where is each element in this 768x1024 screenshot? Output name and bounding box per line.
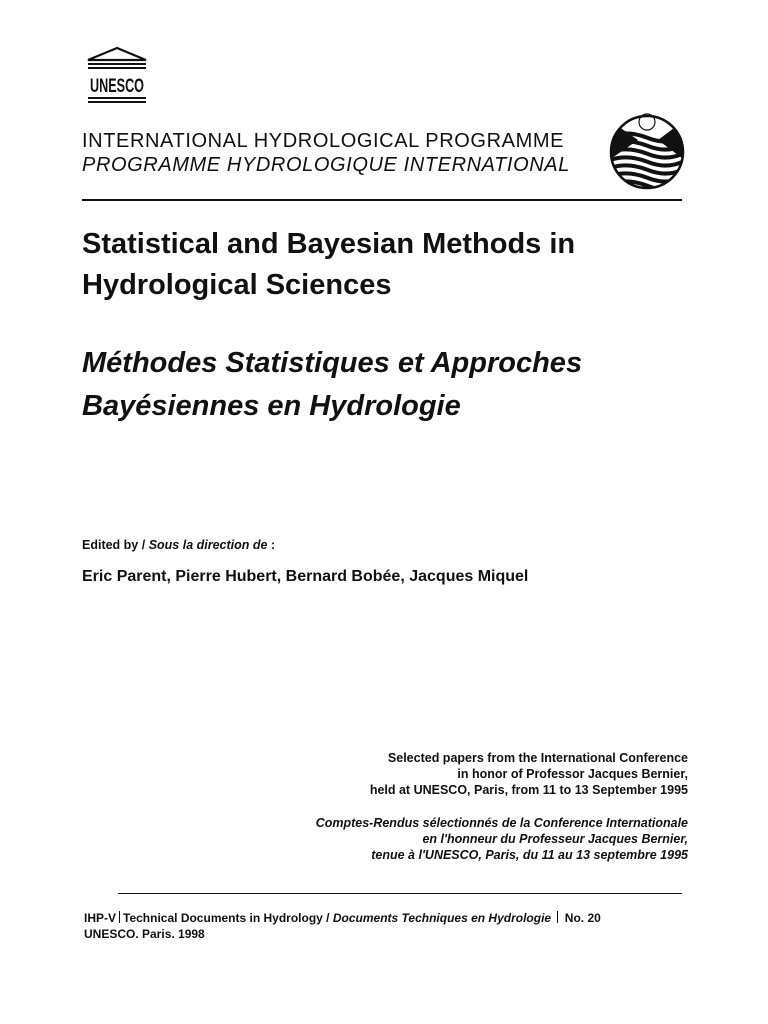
series-line (84, 911, 601, 925)
ihp-emblem-icon (608, 110, 686, 190)
imprint: UNESCO. Paris. 1998 (84, 927, 205, 941)
conference-fr-line: tenue à l'UNESCO, Paris, du 11 au 13 septembre 1995 (371, 848, 688, 862)
title-en (82, 224, 722, 306)
conference-en-line: in honor of Professor Jacques Bernier, (457, 767, 688, 781)
title-fr-line-2: Bayésiennes en Hydrologie (82, 390, 461, 422)
programme-name-en: INTERNATIONAL HYDROLOGICAL PROGRAMME (82, 130, 565, 152)
programme-name-fr: PROGRAMME HYDROLOGIQUE INTERNATIONAL (82, 154, 570, 176)
series-separator (119, 911, 120, 923)
unesco-logo-text: UNESCO (90, 76, 144, 97)
edited-by-colon: : (270, 538, 276, 552)
series-name-en: Technical Documents in Hydrology / (123, 911, 330, 925)
footer-divider (118, 893, 682, 894)
conference-fr-line: Comptes-Rendus sélectionnés de la Conference Internationale (315, 816, 688, 830)
title-fr (82, 342, 742, 428)
title-en-line-1: Statistical and Bayesian Methods in (82, 228, 576, 260)
unesco-logo (84, 46, 150, 106)
edited-by-label (82, 538, 275, 552)
series-code: IHP-V (84, 911, 117, 925)
edited-by-label-fr: Sous la direction de (148, 538, 268, 552)
conference-en-line: Selected papers from the International Conference (387, 751, 688, 765)
editor-names: Eric Parent, Pierre Hubert, Bernard Bobée, Jacques Miquel (82, 568, 529, 585)
header-divider (82, 199, 682, 201)
conference-note-en (370, 750, 688, 798)
conference-note-fr (316, 815, 688, 863)
series-number: No. 20 (564, 911, 601, 925)
series-name-fr: Documents Techniques en Hydrologie (332, 911, 552, 925)
edited-by-label-en: Edited by / (82, 538, 146, 552)
series-separator (557, 911, 558, 923)
title-en-line-2: Hydrological Sciences (82, 269, 392, 301)
conference-fr-line: en l'honneur du Professeur Jacques Bernier, (422, 832, 688, 846)
conference-en-line: held at UNESCO, Paris, from 11 to 13 September 1995 (369, 783, 688, 797)
title-fr-line-1: Méthodes Statistiques et Approches (82, 347, 583, 379)
